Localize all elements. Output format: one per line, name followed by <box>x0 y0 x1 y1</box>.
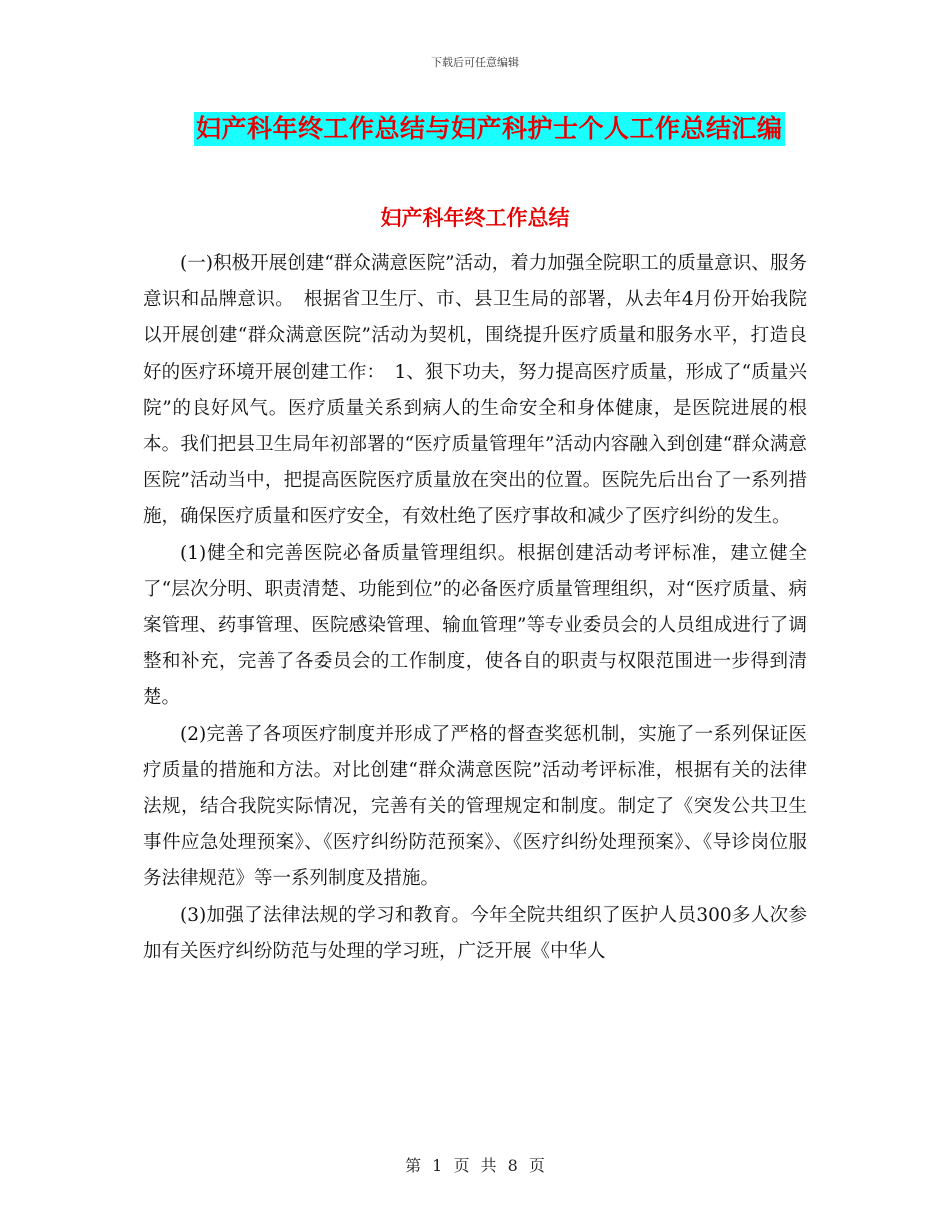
body-paragraph: (一)积极开展创建“群众满意医院”活动，着力加强全院职工的质量意识、服务意识和品牌意识。 根据省卫生厅、市、县卫生局的部署，从去年4月份开始我院以开展创建“群众满意医院”活动为契机，围绕提升医疗质量和服务水平，打造良好的医疗环境开展创建工作： 1、狠下功夫，努力提高医疗质量，形成了“质量兴院”的良好风气。医疗质量关系到病人的生命安全和身体健康，是医院进展的根本。我们把县卫生局年初部署的“医疗质量管理年”活动内容融入到创建“群众满意医院”活动当中，把提高医院医疗质量放在突出的位置。医院先后出台了一系列措施，确保医疗质量和医疗安全，有效杜绝了医疗事故和减少了医疗纠纷的发生。 <box>143 253 807 528</box>
body-paragraph: (3)加强了法律法规的学习和教育。今年全院共组织了医护人员300多人次参加有关医疗纠纷防范与处理的学习班，广泛开展《中华人 <box>143 904 807 962</box>
page-number-footer: 第 1 页 共 8 页 <box>405 1156 545 1175</box>
body-paragraph: (2)完善了各项医疗制度并形成了严格的督查奖惩机制，实施了一系列保证医疗质量的措施和方法。对比创建“群众满意医院”活动考评标准，根据有关的法律法规，结合我院实际情况，完善有关的管理规定和制度。制定了《突发公共卫生事件应急处理预案》、《医疗纠纷防范预案》、《医疗纠纷处理预案》、《导诊岗位服务法律规范》等一系列制度及措施。 <box>143 723 807 890</box>
document-title: 妇产科年终工作总结与妇产科护士个人工作总结汇编 <box>194 112 785 146</box>
page-header-note: 下载后可任意编辑 <box>431 56 519 69</box>
document-body <box>143 246 807 970</box>
section-title: 妇产科年终工作总结 <box>380 206 570 230</box>
body-paragraph: (1)健全和完善医院必备质量管理组织。根据创建活动考评标准，建立健全了“层次分明、职责清楚、功能到位”的必备医疗质量管理组织，对“医疗质量、病案管理、药事管理、医院感染管理、输血管理”等专业委员会的人员组成进行了调整和补充，完善了各委员会的工作制度，使各自的职责与权限范围进一步得到清楚。 <box>143 542 807 709</box>
